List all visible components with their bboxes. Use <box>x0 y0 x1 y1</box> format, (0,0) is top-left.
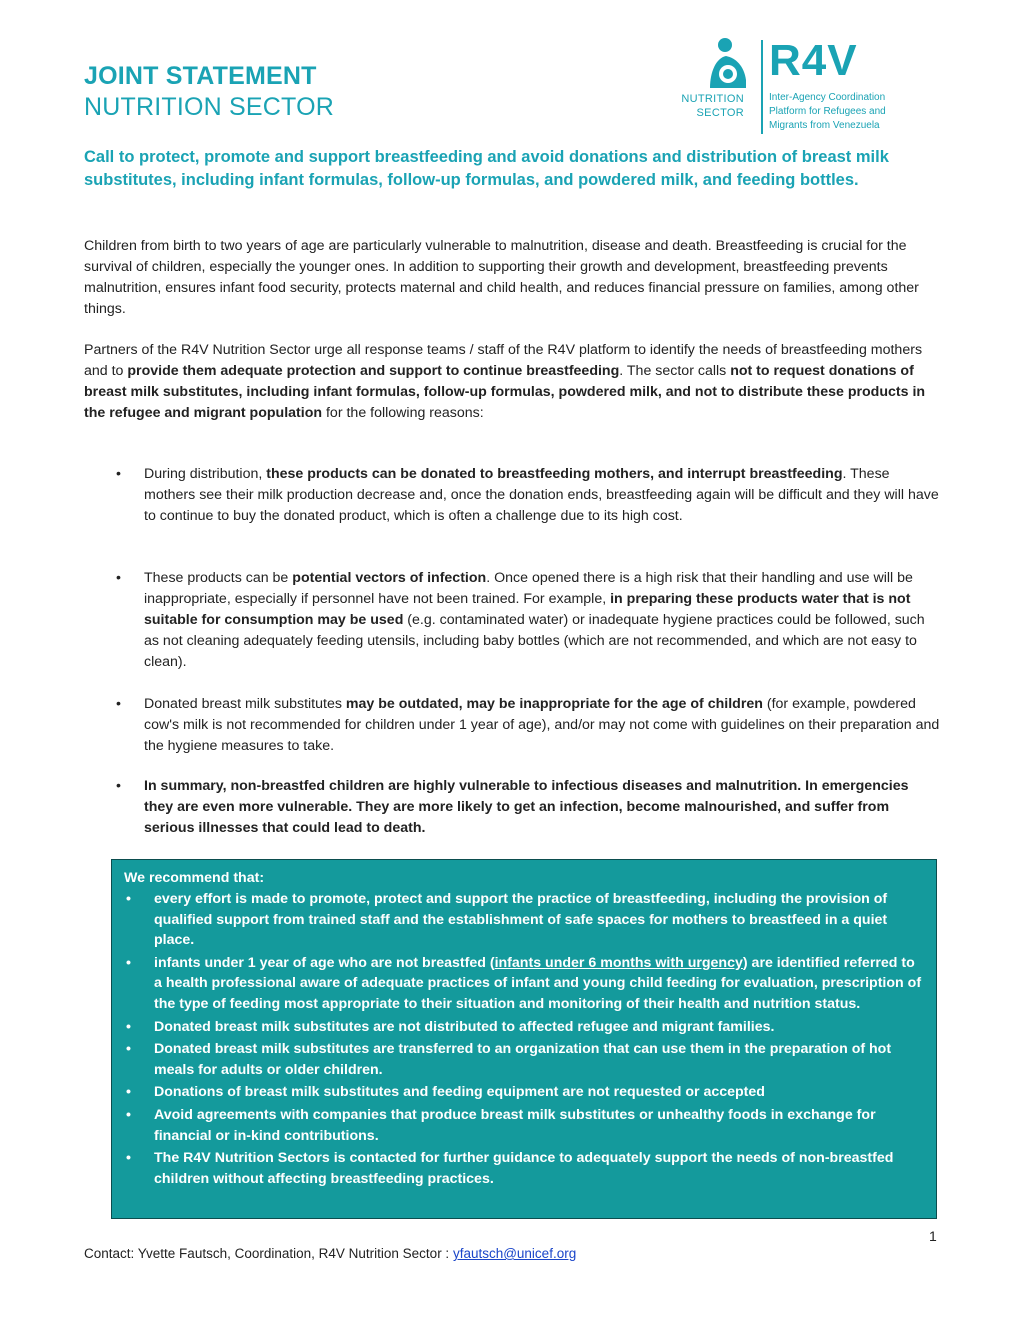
contact-text: Contact: Yvette Fautsch, Coordination, R4V Nutrition Sector : <box>84 1246 453 1261</box>
recommendations-list <box>112 889 932 1191</box>
bullet-icon: • <box>116 696 121 712</box>
recommendations-box <box>111 859 937 1219</box>
logo-divider <box>761 40 763 134</box>
list-item <box>112 1017 932 1038</box>
list-item <box>112 953 932 1015</box>
bullet-icon: • <box>126 1018 131 1035</box>
bullet-icon: • <box>126 1150 131 1167</box>
recommendations-heading: We recommend that: <box>124 870 265 886</box>
r4v-nutrition-logo <box>676 36 916 136</box>
bullet-icon: • <box>116 778 121 794</box>
bold-text-run: these products can be donated to breastfeeding mothers, and interrupt breastfeeding <box>266 466 843 482</box>
logo-sector-text: SECTOR <box>696 107 744 119</box>
logo-platform-text: Inter-Agency Coordination Platform for Refugees and Migrants from Venezuela <box>769 92 886 131</box>
intro-paragraph: Children from birth to two years of age are particularly vulnerable to malnutrition, disease and death. Breastfeeding is crucial for the survival of children, especially the younger ones. In addition to supporting their growth and development, breastfeeding prevents malnutrition, ensures infant food security, protects maternal and child health, and reduces financial pressure on families, among other things. <box>84 238 919 317</box>
list-item-text <box>144 694 940 757</box>
list-item-text: Donated breast milk substitutes are transferred to an organization that can use them in the preparation of hot meals for adults or older children. <box>154 1041 892 1078</box>
partners-paragraph <box>84 340 940 424</box>
list-item <box>112 1039 932 1080</box>
bold-text-run: In summary, non-breastfed children are highly vulnerable to infectious diseases and malnutrition. In emergencies they are even more vulnerable. They are more likely to get an infection, become malnourished, and suffer from serious illnesses that could lead to death. <box>144 778 909 836</box>
bold-text-run: in preparing these products water that is not suitable for consumption may be used <box>144 591 911 628</box>
list-item-text: The R4V Nutrition Sectors is contacted for further guidance to adequately support the needs of non-breastfed children without affecting breastfeeding practices. <box>154 1150 894 1187</box>
bullet-icon: • <box>116 466 121 482</box>
text-run: . The sector calls <box>619 363 731 379</box>
text-run: infants under 1 year of age who are not breastfed ( <box>154 954 495 971</box>
text-run: These products can be <box>144 570 293 586</box>
text-run: Donated breast milk substitutes <box>144 696 346 712</box>
bold-text-run: provide them adequate protection and support to continue breastfeeding <box>127 363 620 379</box>
footer-contact <box>84 1246 576 1261</box>
text-run: (for example, powdered cow's milk is not recommended for children under 1 year of age), and/or may not come with guidelines on their preparation and the hygiene measures to take. <box>144 696 940 754</box>
list-item <box>112 889 932 951</box>
list-item-text <box>144 464 940 527</box>
bold-text-run: may be outdated, may be inappropriate for the age of children <box>345 696 763 712</box>
text-run: . Once opened there is a high risk that their handling and use will be inappropriate, especially if personnel have not been trained. For example, <box>144 570 913 607</box>
text-run: During distribution, <box>144 466 267 482</box>
subtitle-call-to-protect: Call to protect, promote and support breastfeeding and avoid donations and distribution of breast milk substitutes, including infant formulas, follow-up formulas, and powdered milk, and feeding bottles. <box>84 148 889 189</box>
list-item-text <box>144 568 940 673</box>
contact-email-link[interactable]: yfautsch@unicef.org <box>452 1246 577 1261</box>
bullet-icon: • <box>126 1041 131 1058</box>
logo-r4v-text: R4V <box>769 36 858 85</box>
page-number: 1 <box>929 1228 937 1244</box>
bullet-icon: • <box>126 1084 131 1101</box>
logo-nutrition-text: NUTRITION <box>681 93 744 105</box>
title-nutrition-sector: NUTRITION SECTOR <box>84 93 334 121</box>
bullet-icon: • <box>126 1106 131 1123</box>
underlined-text-run: infants under 6 months with urgency <box>494 954 743 971</box>
text-run: . These mothers see their milk production decrease and, once the donation ends, breastfeeding again will be difficult and they will have to continue to buy the donated product, which is often a challenge due to its high cost. <box>144 466 939 524</box>
text-run: for the following reasons: <box>322 405 484 421</box>
bold-text-run: not to request donations of breast milk substitutes, including infant formulas, follow-up formulas, powdered milk, and not to distribute these products in the refugee and migrant population <box>84 363 926 421</box>
list-item-text: Donated breast milk substitutes are not distributed to affected refugee and migrant families. <box>154 1018 775 1035</box>
list-item <box>112 1082 932 1103</box>
bullet-icon: • <box>126 891 131 907</box>
text-run: Partners of the R4V Nutrition Sector urge all response teams / staff of the R4V platform to identify the needs of breastfeeding mothers and to <box>84 342 923 379</box>
logo-nutrition-sector-label <box>676 92 744 120</box>
mother-child-icon <box>702 36 754 92</box>
bullet-icon: • <box>116 570 121 586</box>
list-item <box>112 1105 932 1146</box>
text-run: ) are identified referred to a health professional aware of adequate practices of infant and young child feeding for evaluation, prescription of the type of feeding most appropriate to their situation and monitoring of their health and nutrition status. <box>154 954 922 1012</box>
list-item-text: every effort is made to promote, protect and support the practice of breastfeeding, including the provision of qualified support from trained staff and the establishment of safe spaces for mothers to breastfeed in a quiet place. <box>154 891 888 949</box>
list-item <box>112 1148 932 1189</box>
list-item-text <box>144 776 940 839</box>
list-item-text: Donations of breast milk substitutes and feeding equipment are not requested or accepted <box>154 1084 765 1101</box>
bullet-icon: • <box>126 954 131 971</box>
title-joint-statement: JOINT STATEMENT <box>84 62 317 90</box>
bold-text-run: potential vectors of infection <box>292 570 487 586</box>
text-run: (e.g. contaminated water) or inadequate hygiene practices could be followed, such as not cleaning adequately feeding utensils, including baby bottles (which are not recommended, and which are not easy to clean). <box>144 612 925 670</box>
list-item-text: Avoid agreements with companies that produce breast milk substitutes or unhealthy foods in exchange for financial or in-kind contributions. <box>154 1106 876 1144</box>
